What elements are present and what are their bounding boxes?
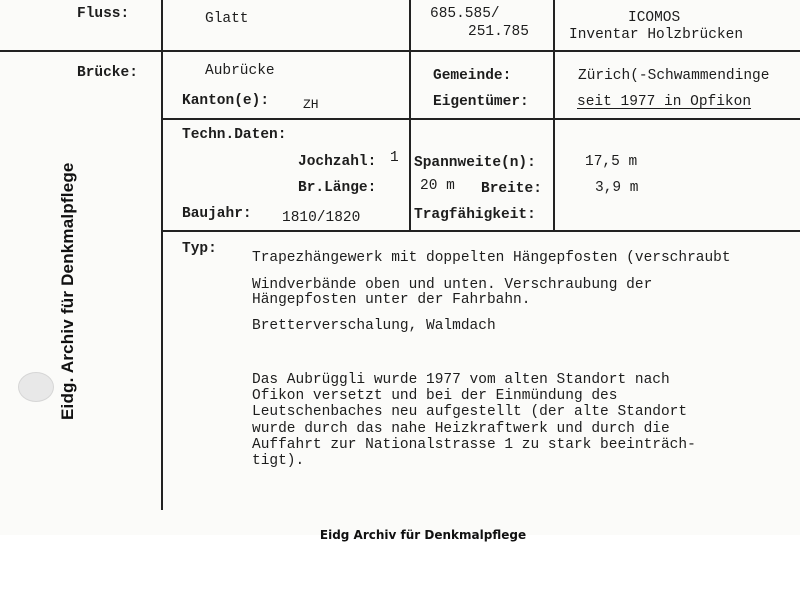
punch-hole xyxy=(18,372,54,402)
rule-header-bottom xyxy=(0,50,800,52)
archive-stamp: Eidg. Archiv für Denkmalpflege xyxy=(58,162,77,420)
tech-data-title: Techn.Daten: xyxy=(182,127,287,143)
typ-line-3: Hängepfosten unter der Fahrbahn. xyxy=(252,292,531,308)
laenge-value: 20 m xyxy=(420,178,455,194)
breite-label: Breite: xyxy=(481,181,542,197)
jochzahl-value: 1 xyxy=(390,150,399,166)
laenge-label: Br.Länge: xyxy=(298,180,377,196)
breite-value: 3,9 m xyxy=(595,180,639,196)
eigentuemer-value: seit 1977 in Opfikon xyxy=(577,94,752,110)
gemeinde-value: Zürich(-Schwammendinge xyxy=(578,68,770,84)
rule-tech-bottom xyxy=(162,230,800,232)
spannweite-label: Spannweite(n): xyxy=(414,155,536,171)
tragfaehigkeit-label: Tragfähigkeit: xyxy=(414,207,536,223)
kanton-label: Kanton(e): xyxy=(182,93,270,109)
jochzahl-label: Jochzahl: xyxy=(298,154,377,170)
rule-mid-column xyxy=(409,0,411,230)
coordinate-line-1: 685.585/ xyxy=(430,6,500,22)
gemeinde-label: Gemeinde: xyxy=(433,68,512,84)
rule-left-column xyxy=(161,0,163,510)
org-name: ICOMOS xyxy=(628,10,681,26)
inventory-name: Inventar Holzbrücken xyxy=(569,27,744,43)
typ-label: Typ: xyxy=(182,241,217,257)
typ-line-2: Windverbände oben und unten. Verschraubung der xyxy=(252,277,653,293)
baujahr-label: Baujahr: xyxy=(182,206,252,222)
rule-right-column xyxy=(553,0,555,230)
fluss-value: Glatt xyxy=(205,11,249,27)
eigentuemer-label: Eigentümer: xyxy=(433,94,529,110)
bridge-name: Aubrücke xyxy=(205,63,275,79)
baujahr-value: 1810/1820 xyxy=(282,210,361,226)
bruecke-label: Brücke: xyxy=(77,65,138,81)
fluss-label: Fluss: xyxy=(77,6,130,22)
coordinate-line-2: 251.785 xyxy=(468,24,529,40)
history-paragraph: Das Aubrüggli wurde 1977 vom alten Standort nach Ofikon versetzt und bei der Einmündung des Leutschenbaches neu aufgestellt (der alte Standort wurde durch das nahe Heizkraftwerk und durch die Auffahrt zur Nationalstrasse 1 zu stark beeinträch- tigt). xyxy=(252,372,696,470)
spannweite-value: 17,5 m xyxy=(585,154,638,170)
typ-line-4: Bretterverschalung, Walmdach xyxy=(252,318,496,334)
image-caption: Eidg Archiv für Denkmalpflege xyxy=(319,528,527,542)
kanton-value: ZH xyxy=(303,97,319,112)
typ-line-1: Trapezhängewerk mit doppelten Hängepfosten (verschraubt xyxy=(252,250,731,266)
rule-bridge-bottom xyxy=(162,118,800,120)
